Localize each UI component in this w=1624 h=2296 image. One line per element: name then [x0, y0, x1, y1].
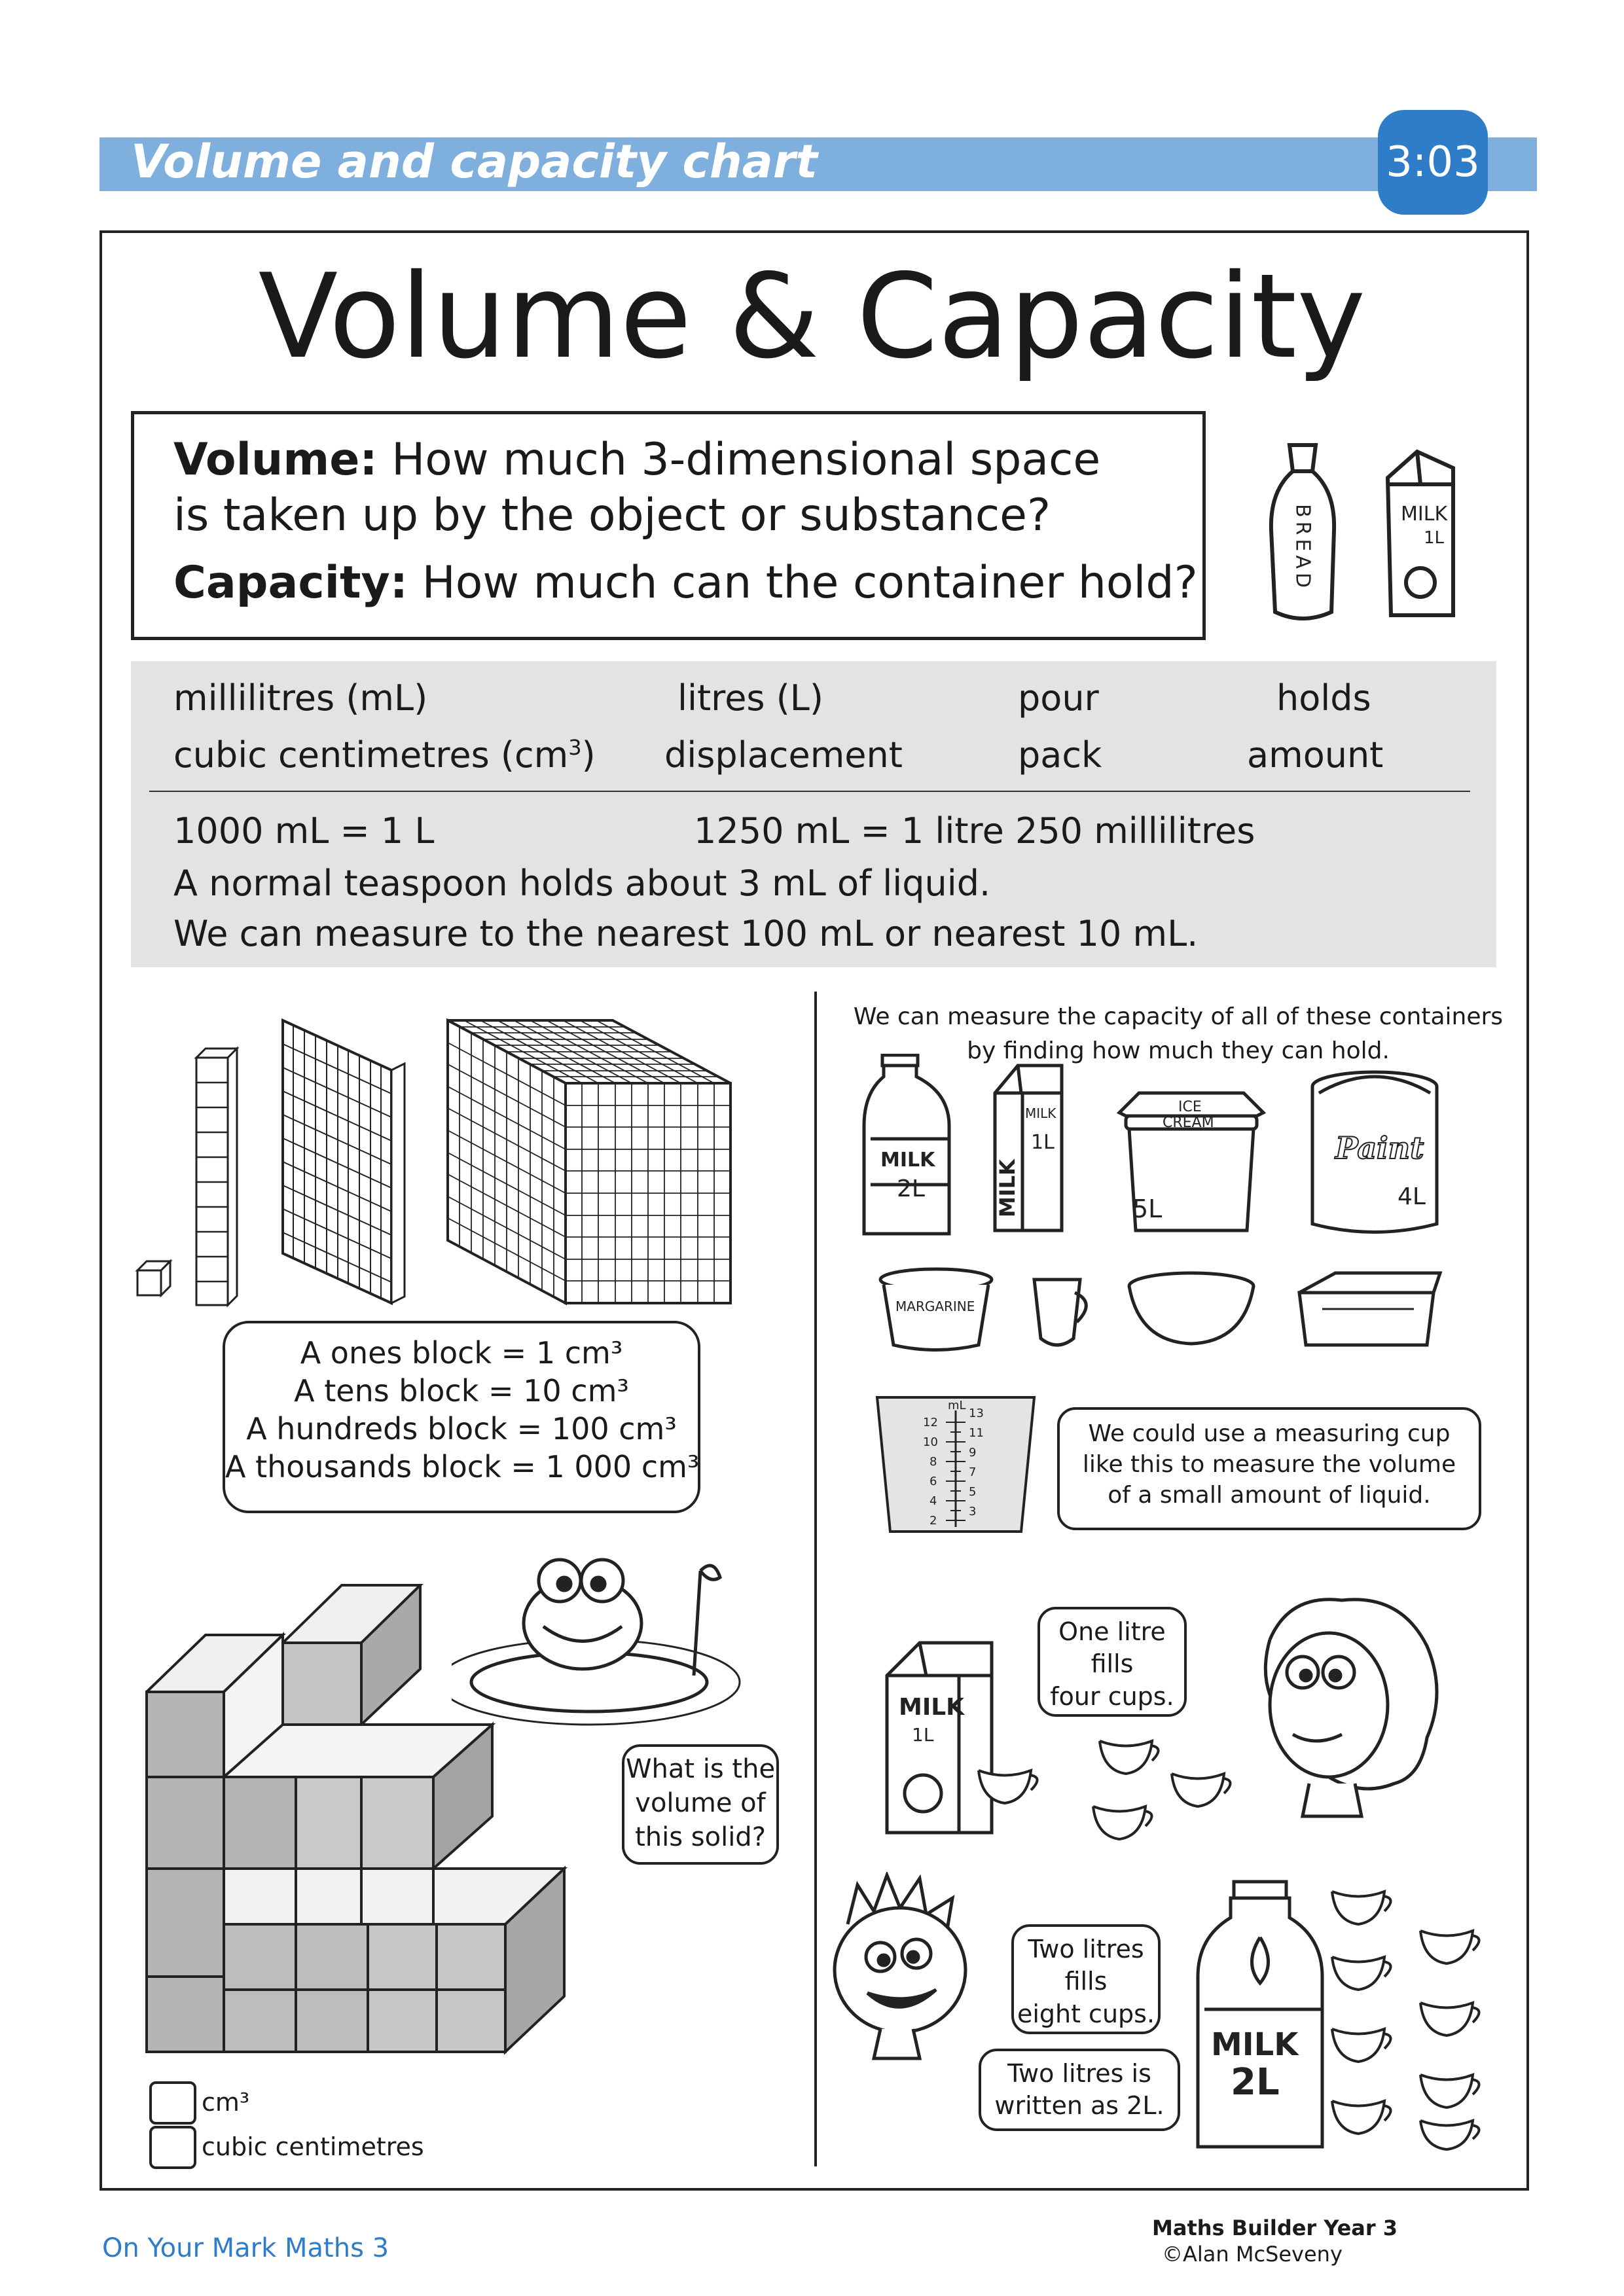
- teaspoon-fact: A normal teaspoon holds about 3 mL of liquid.: [173, 863, 991, 904]
- vocab-displacement: displacement: [664, 734, 903, 776]
- cup-left-tick-12: 12: [923, 1416, 938, 1429]
- two-litre-jug-label: MILK: [1211, 2026, 1299, 2063]
- vocab-cubic-text: cubic centimetres (cm: [173, 734, 569, 776]
- measuring-cup-line3: of a small amount of liquid.: [1108, 1481, 1431, 1509]
- measuring-cup-line2: like this to measure the volume: [1082, 1450, 1456, 1478]
- conversion-1000ml: 1000 mL = 1 L: [173, 810, 435, 852]
- volume-text-line2: is taken up by the object or substance?: [173, 490, 1051, 541]
- vocab-cubic-centimetres: [173, 734, 596, 776]
- two-litres-written-line2: written as 2L.: [994, 2091, 1164, 2121]
- containers-caption-line1: We can measure the capacity of all of these containers: [853, 1003, 1504, 1030]
- ones-block-volume: A ones block = 1 cm³: [300, 1335, 623, 1371]
- cup-icon: [1420, 2121, 1479, 2149]
- milk-jug-label: MILK: [880, 1149, 935, 1172]
- footer-book-title: Maths Builder Year 3: [1152, 2215, 1398, 2240]
- cup-left-tick-8: 8: [929, 1455, 937, 1469]
- answer-box-cubic-centimetres[interactable]: [149, 2126, 196, 2169]
- ones-block-icon: [135, 1259, 174, 1298]
- curly-haired-person-illustration: [1231, 1587, 1453, 1823]
- cup-left-tick-4: 4: [929, 1494, 937, 1508]
- page-header-title: Volume and capacity chart: [131, 135, 818, 188]
- cup-right-tick-7: 7: [969, 1465, 977, 1479]
- vocab-pour: pour: [1018, 677, 1099, 719]
- two-litres-written-line1: Two litres is: [1007, 2059, 1151, 2088]
- answer-box-cm3[interactable]: [149, 2081, 196, 2125]
- milk-carton-top-label: MILK: [1025, 1105, 1056, 1121]
- vocab-millilitres: millilitres (mL): [173, 677, 428, 719]
- cup-icon: [1100, 1741, 1159, 1774]
- bread-and-milk-illustration: [1263, 439, 1473, 628]
- bread-label: BREAD: [1291, 504, 1314, 592]
- cup-icon: [1420, 2003, 1479, 2036]
- cup-icon: [1093, 1806, 1152, 1839]
- two-litre-jug-size: 2L: [1231, 2061, 1280, 2104]
- definitions-box: [131, 411, 1206, 640]
- vocab-litres: litres (L): [677, 677, 823, 719]
- milk-jug-2l-icon: [864, 1055, 949, 1234]
- milk-top-label: MILK: [1401, 503, 1448, 526]
- page-number-badge: 3:03: [1378, 110, 1488, 215]
- one-litre-line1: One litre: [1058, 1617, 1166, 1646]
- ice-cream-label-2: CREAM: [1163, 1115, 1214, 1131]
- footer-series: On Your Mark Maths 3: [102, 2233, 389, 2263]
- ice-cream-label-1: ICE: [1178, 1099, 1202, 1115]
- solid-question-line1: What is the: [625, 1754, 776, 1784]
- two-litres-cups-line2: fills: [1064, 1967, 1108, 1996]
- thousands-block-volume: A thousands block = 1 000 cm³: [225, 1449, 700, 1484]
- cup-right-tick-11: 11: [969, 1426, 984, 1440]
- solid-question-line3: this solid?: [635, 1822, 766, 1852]
- one-litre-line2: fills: [1091, 1649, 1134, 1679]
- vocab-cubic-close: ): [581, 734, 596, 776]
- cup-right-tick-3: 3: [969, 1505, 977, 1518]
- cup-icon: [1332, 1957, 1391, 1990]
- frog-illustration: [452, 1545, 818, 1741]
- capacity-text: How much can the container hold?: [422, 557, 1198, 609]
- vocab-amount: amount: [1247, 734, 1384, 776]
- two-litres-cups-line1: Two litres: [1028, 1935, 1144, 1964]
- tens-block-icon: [194, 1046, 240, 1308]
- volume-term: Volume:: [173, 434, 378, 486]
- measuring-cup-icon: [871, 1391, 1041, 1535]
- vocab-divider: [149, 791, 1470, 792]
- thousands-block-icon: [445, 1018, 733, 1306]
- spiky-haired-kid-illustration: [821, 1872, 998, 2062]
- answer-unit-words: cubic centimetres: [202, 2132, 424, 2161]
- milk-carton-size: 1L: [1031, 1131, 1055, 1154]
- cup-left-tick-10: 10: [923, 1435, 938, 1449]
- measuring-cup-unit: mL: [948, 1399, 966, 1412]
- volume-text-line1: How much 3-dimensional space: [391, 434, 1101, 486]
- cup-right-tick-5: 5: [969, 1485, 977, 1499]
- cup-left-tick-6: 6: [929, 1475, 937, 1488]
- vocab-cubic-superscript: 3: [568, 735, 582, 760]
- vocab-holds: holds: [1276, 677, 1371, 719]
- cup-left-tick-2: 2: [929, 1514, 937, 1528]
- paint-label: Paint: [1335, 1130, 1424, 1166]
- cup-icon: [979, 1770, 1038, 1803]
- page-title: Volume & Capacity: [258, 249, 1366, 384]
- block-volume-key: [223, 1321, 700, 1513]
- answer-unit-symbol: cm³: [202, 2088, 250, 2117]
- bowl-icon: [1129, 1273, 1254, 1344]
- jug-icon: [1034, 1280, 1086, 1345]
- one-litre-bubble: [1038, 1607, 1187, 1717]
- hundreds-block-volume: A hundreds block = 100 cm³: [246, 1411, 677, 1446]
- containers-row-2: [877, 1266, 1486, 1358]
- cup-icon: [1332, 2101, 1391, 2134]
- tens-block-volume: A tens block = 10 cm³: [294, 1373, 629, 1408]
- one-litre-carton-label: MILK: [899, 1694, 965, 1721]
- cup-icon: [1420, 2075, 1479, 2108]
- measuring-cup-line1: We could use a measuring cup: [1088, 1420, 1451, 1447]
- cup-icon: [1420, 1931, 1479, 1964]
- solid-question-bubble: [622, 1744, 779, 1865]
- two-litres-written-bubble: [979, 2049, 1180, 2131]
- milk-jug-size: 2L: [897, 1175, 925, 1202]
- milk-carton-side-label: MILK: [995, 1159, 1020, 1217]
- cup-icon: [1332, 1892, 1391, 1924]
- one-litre-line3: four cups.: [1050, 1681, 1174, 1711]
- vocab-pack: pack: [1018, 734, 1102, 776]
- containers-caption-line2: by finding how much they can hold.: [967, 1037, 1390, 1065]
- volume-definition: [173, 434, 1100, 486]
- cup-right-tick-13: 13: [969, 1407, 984, 1420]
- two-litre-milk-jug-icon: [1191, 1878, 1329, 2153]
- eight-cups-group: [1329, 1878, 1506, 2153]
- measuring-cup-bubble: [1057, 1407, 1481, 1530]
- footer-copyright: ©Alan McSeveny: [1162, 2242, 1343, 2267]
- hundreds-block-icon: [280, 1018, 411, 1306]
- margarine-label: MARGARINE: [895, 1299, 975, 1314]
- measure-nearest-fact: We can measure to the nearest 100 mL or nearest 10 mL.: [173, 913, 1199, 954]
- one-litre-carton-size: 1L: [912, 1724, 934, 1746]
- cup-right-tick-9: 9: [969, 1446, 977, 1460]
- cup-icon: [1172, 1774, 1231, 1806]
- capacity-term: Capacity:: [173, 557, 408, 609]
- ice-cream-size: 5L: [1132, 1194, 1163, 1223]
- milk-top-size: 1L: [1424, 528, 1445, 548]
- two-litres-cups-bubble: [1011, 1924, 1161, 2034]
- solid-question-line2: volume of: [635, 1788, 766, 1818]
- four-cups-group: [975, 1734, 1257, 1859]
- containers-row-1: [851, 1054, 1506, 1244]
- plastic-container-icon: [1299, 1273, 1440, 1345]
- two-litres-cups-line3: eight cups.: [1017, 1999, 1155, 2028]
- cup-icon: [1332, 2029, 1391, 2062]
- paint-size: 4L: [1398, 1183, 1426, 1210]
- conversion-1250ml: 1250 mL = 1 litre 250 millilitres: [694, 810, 1255, 852]
- capacity-definition: [173, 557, 1198, 609]
